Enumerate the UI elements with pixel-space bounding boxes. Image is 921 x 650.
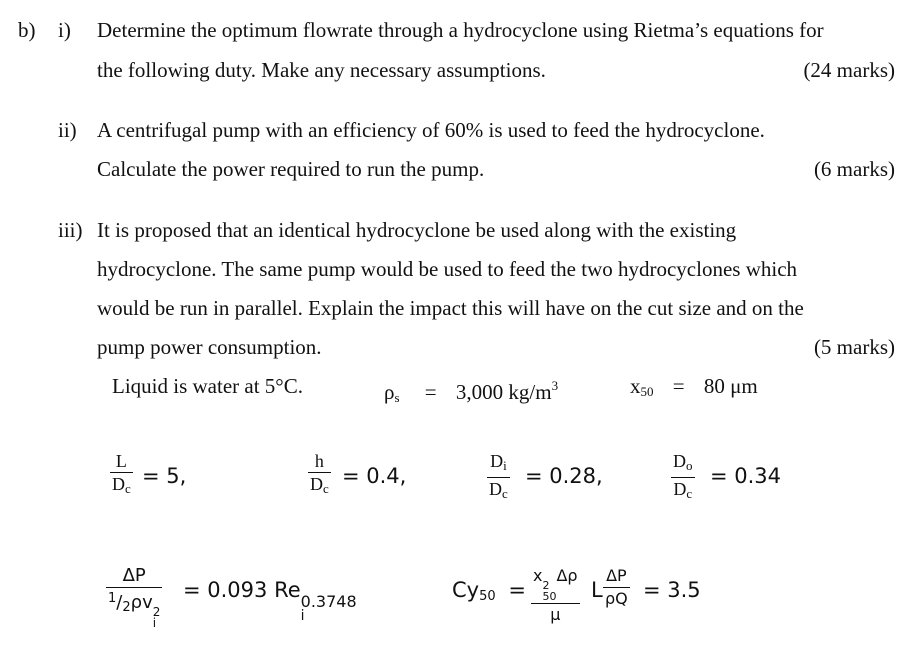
rho-s-symbol: ρ (384, 380, 395, 404)
question-ii-line1: A centrifugal pump with an efficiency of 60% is used to feed the hydrocyclone. (97, 118, 765, 142)
ratio-h-value: = 0.4, (342, 464, 407, 488)
question-ii-marks: (6 marks) (813, 157, 895, 181)
stokes-fraction-2 (603, 566, 630, 609)
ratio-do-denominator: $D_c$ (673, 479, 693, 501)
fraction-bar (487, 477, 510, 478)
reynolds-subscript: i (300, 608, 305, 624)
stokes-f2-numerator: ΔP (606, 566, 627, 585)
ratio-h-numerator: h (314, 451, 324, 471)
question-iii-line3: would be run in parallel. Explain the impact this will have on the cut size and on the (97, 296, 804, 320)
ratio-do-numerator: $D_o$ (673, 451, 693, 473)
question-i-line2: the following duty. Make any necessary assumptions. (97, 58, 546, 82)
ratio-h-denominator: $D_c$ (310, 474, 329, 496)
x50-value: 80 μm (703, 374, 758, 398)
rho-s-subscript: s (394, 390, 400, 405)
euler-rhs (183, 578, 357, 624)
question-iii-number: iii) (58, 218, 83, 242)
question-i-line1: Determine the optimum flowrate through a hydrocyclone using Rietma’s equations for (97, 18, 824, 42)
question-iii-line4: pump power consumption. (97, 335, 322, 359)
stokes-f1-numerator: x 2 50 Δρ (533, 566, 578, 603)
ratio-l-denominator: $D_c$ (112, 474, 131, 496)
question-i-marks: (24 marks) (803, 58, 895, 82)
ratio-do-dc (671, 451, 695, 504)
question-iii-line2: hydrocyclone. The same pump would be used to feed the two hydrocyclones which (97, 257, 798, 281)
rho-s-value: 3,000 kg/m (455, 380, 552, 404)
question-ii-number: ii) (58, 118, 77, 142)
x50-equals: = (672, 374, 685, 398)
ratio-l-numerator: L (115, 451, 127, 471)
euler-rhs-text: = 0.093 Re (183, 578, 301, 602)
stokes-f2-denominator: ρQ (605, 589, 628, 608)
stokes-length-factor: L (591, 578, 603, 602)
ratio-l-dc (110, 451, 133, 499)
fraction-bar (531, 603, 580, 604)
part-b-label: b) (18, 18, 36, 42)
ratio-di-value: = 0.28, (525, 464, 603, 488)
stokes-rhs: = 3.5 (643, 578, 701, 602)
ratio-l-value: = 5, (142, 464, 187, 488)
stokes-f1-denominator: μ (550, 605, 561, 624)
question-i-number: i) (58, 18, 71, 42)
cut-size-expression (630, 374, 758, 404)
reynolds-exponent: 0.3748 (300, 592, 357, 611)
fraction-bar (308, 472, 331, 473)
question-iii-line1: It is proposed that an identical hydrocyclone be used along with the existing (97, 218, 737, 242)
x50-symbol: x (630, 374, 641, 398)
euler-numerator: ΔP (122, 565, 146, 586)
fraction-bar (603, 587, 630, 588)
stokes-lhs: $Cy_{50}$ = (452, 578, 526, 604)
ratio-do-value: = 0.34 (710, 464, 782, 488)
fraction-bar (110, 472, 133, 473)
fraction-bar (106, 587, 162, 588)
ratio-di-dc (487, 451, 510, 504)
rho-s-unit-superscript: 3 (551, 378, 559, 393)
ratio-di-denominator: $D_c$ (489, 479, 508, 501)
solid-density-expression (384, 374, 558, 410)
euler-denominator: $^1/_2\rho v$ 2 i (108, 591, 161, 630)
rho-s-equals: = (424, 380, 437, 404)
ratio-h-dc (308, 451, 331, 499)
question-iii-marks: (5 marks) (813, 335, 895, 359)
x50-subscript: 50 (640, 384, 654, 399)
euler-fraction (106, 566, 162, 629)
question-ii-line2: Calculate the power required to run the pump. (97, 157, 485, 181)
fraction-bar (671, 477, 695, 478)
liquid-statement: Liquid is water at 5°C. (112, 374, 303, 398)
stokes-fraction-1 (531, 566, 580, 625)
ratio-di-numerator: $D_i$ (490, 451, 507, 473)
